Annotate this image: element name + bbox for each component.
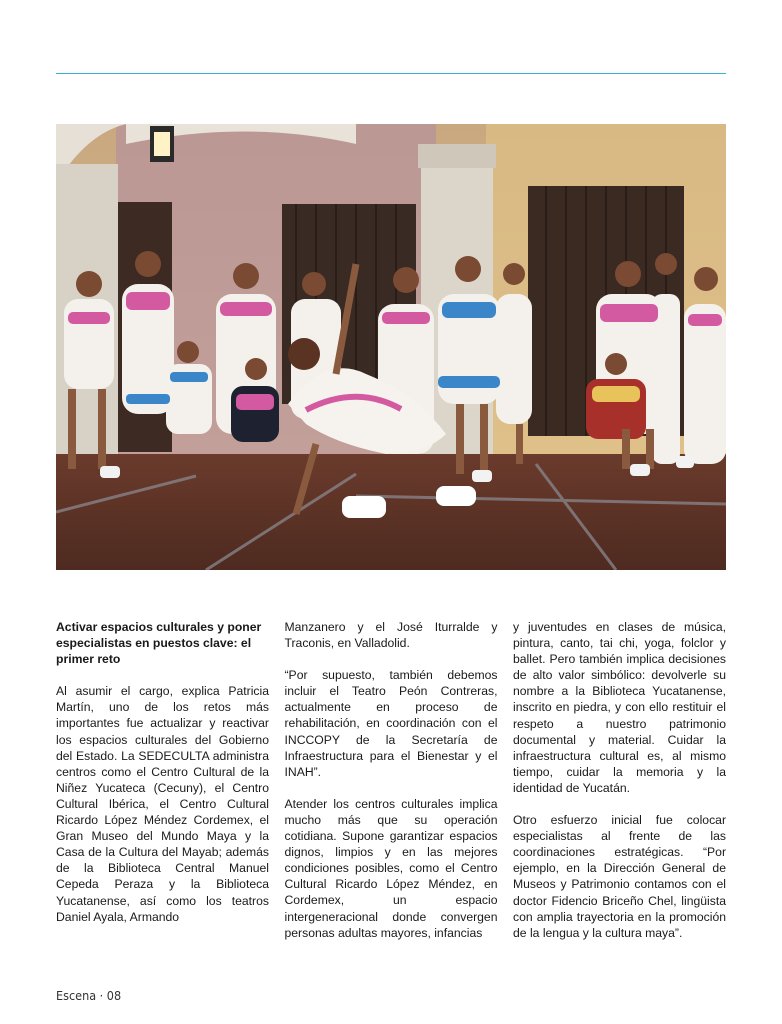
paragraph: Al asumir el cargo, explica Patricia Martín, uno de los retos más importantes fue actualizar y reactivar los espacios culturales del Gobierno del Estado. La SEDECULTA administra centros como el Centro Cultural de la Niñez Yucateca (Cecuny), el Centro Cultural Ibérica, el Centro Cultural Ricardo López Méndez Cordemex, el Gran Museo del Mundo Maya y la Casa de la Cultura del Mayab; además de la Biblioteca Central Manuel Cepeda Peraza y la Biblioteca Yucatanense, así como los teatros Daniel Ayala, Armando bbox=[56, 684, 269, 924]
paragraph: Otro esfuerzo inicial fue colocar especialistas al frente de las coordinaciones estratégicas. “Por ejemplo, en la Dirección General de Museos y Patrimonio contamos con el doctor Fidencio Briceño Chel, lingüista con amplia trayectoria en la promoción de la lengua y la cultura maya”. bbox=[513, 813, 726, 940]
column-3 bbox=[513, 619, 726, 939]
page-footer-label: Escena · 08 bbox=[56, 988, 122, 1003]
column-2 bbox=[285, 619, 498, 939]
section-heading: Activar espacios culturales y poner especialistas en puestos clave: el primer reto bbox=[56, 620, 262, 667]
column-1 bbox=[56, 619, 269, 939]
paragraph: “Por supuesto, también debemos incluir el Teatro Peón Contreras, actualmente en proceso de rehabilitación, en coordinación con el INCCOPY de la Secretaría de Infraestructura para el Bienestar y el INAH”. bbox=[284, 668, 498, 779]
paragraph: Manzanero y el José Iturralde y Traconis, en Valladolid. bbox=[284, 620, 498, 651]
article-body bbox=[56, 619, 726, 939]
paragraph: Atender los centros culturales implica mucho más que su operación cotidiana. Supone garantizar espacios dignos, limpios y en las mejores condiciones posibles, como el Centro Cultural Ricardo López Méndez, en Cordemex, un espacio intergeneracional donde convergen personas adultas mayores, infancias bbox=[284, 796, 498, 940]
header-rule bbox=[56, 73, 726, 74]
article-photo bbox=[56, 124, 726, 570]
paragraph: y juventudes en clases de música, pintura, canto, tai chi, yoga, folclor y ballet. Pero también implica decisiones de alto valor simbólico: devolverle su nombre a la Biblioteca Yucatanense, inscrito en piedra, y con ello restituir el respeto a nuestro patrimonio documental y material. Cuidar la infraestructura cultural es, al mismo tiempo, cuidar la memoria y la identidad de Yucatán. bbox=[513, 620, 726, 795]
